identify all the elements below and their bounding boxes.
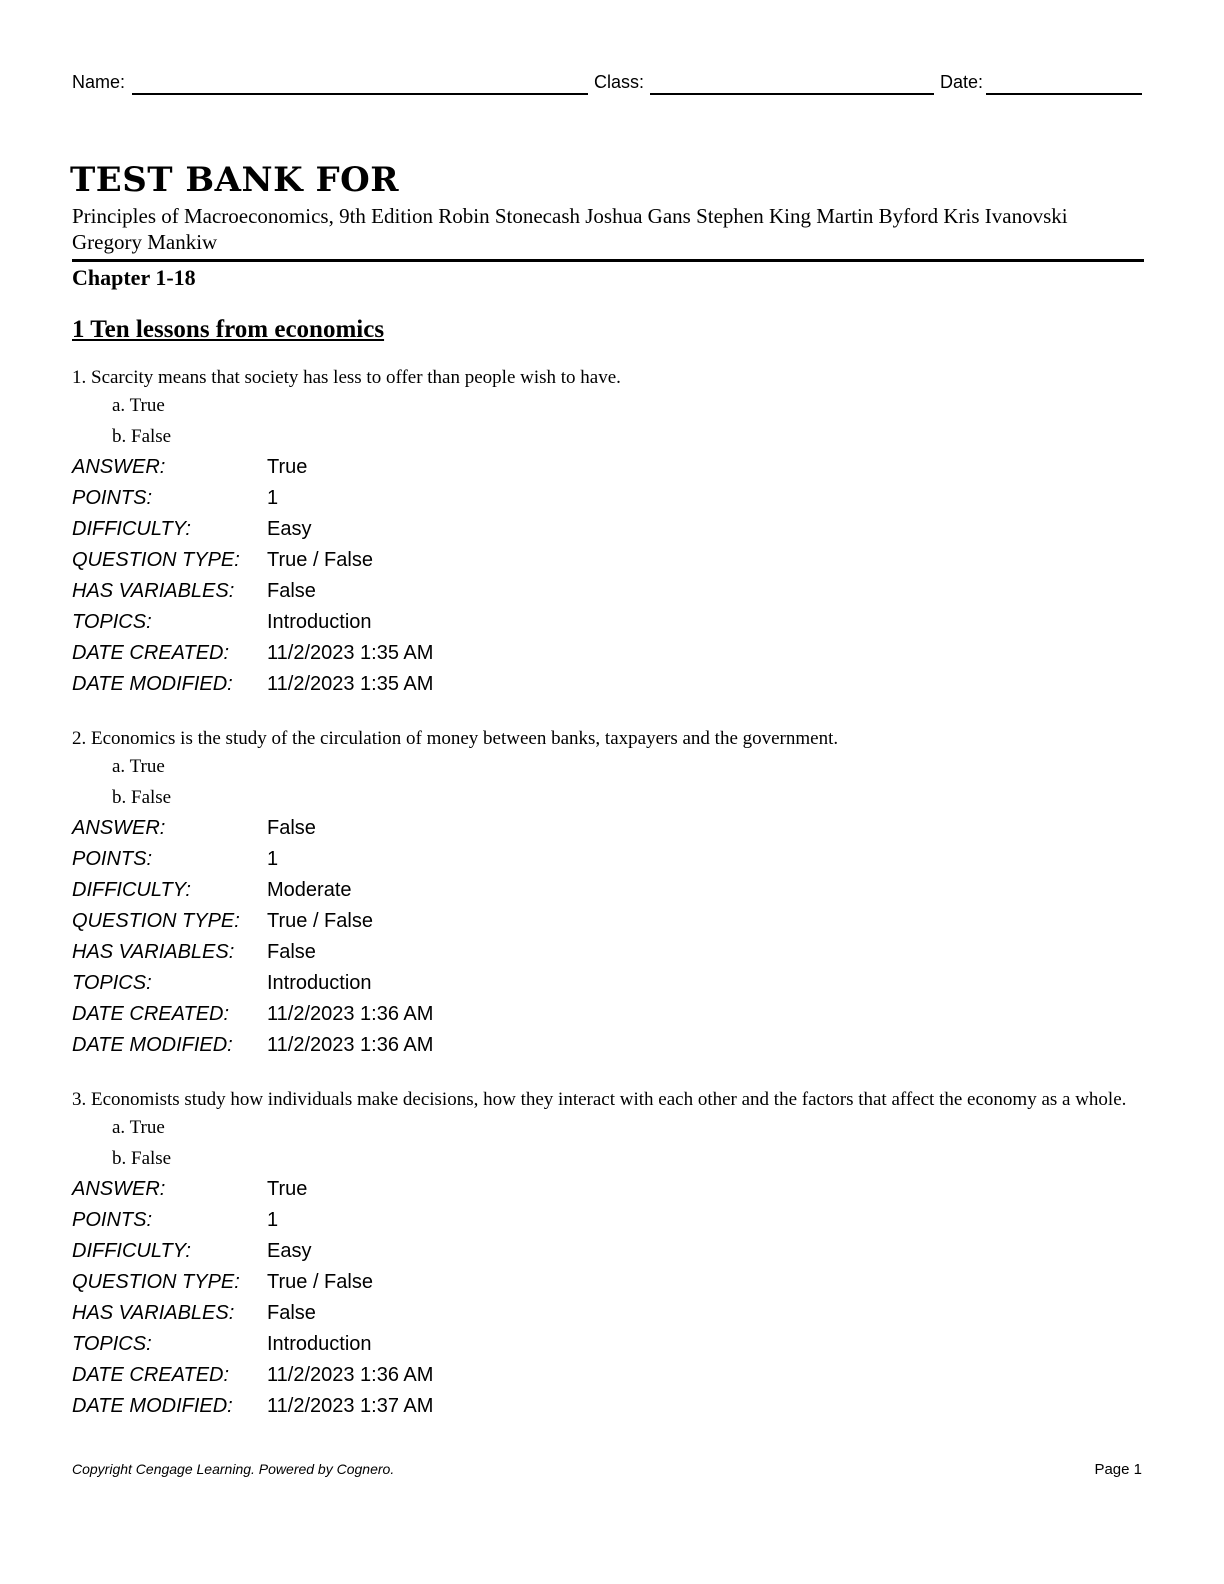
option-a: a. True (112, 756, 165, 777)
date-modified-label: DATE MODIFIED: (72, 1034, 233, 1056)
topics-label: TOPICS: (72, 972, 152, 994)
question-item (72, 365, 1144, 700)
date-created-label: DATE CREATED: (72, 1003, 230, 1025)
has-variables-label: HAS VARIABLES: (72, 1302, 235, 1324)
class-blank-line (650, 93, 934, 95)
has-variables-label: HAS VARIABLES: (72, 580, 235, 602)
question-type-value: True / False (267, 549, 373, 571)
question-type-value: True / False (267, 910, 373, 932)
has-variables-label: HAS VARIABLES: (72, 941, 235, 963)
date-created-value: 11/2/2023 1:36 AM (267, 1364, 434, 1386)
date-modified-label: DATE MODIFIED: (72, 673, 233, 695)
topics-value: Introduction (267, 611, 372, 633)
date-created-label: DATE CREATED: (72, 1364, 230, 1386)
date-modified-value: 11/2/2023 1:35 AM (267, 673, 434, 695)
has-variables-value: False (267, 941, 316, 963)
answer-label: ANSWER: (72, 456, 166, 478)
answer-row (72, 813, 1144, 844)
page-title: TEST BANK FOR (70, 160, 400, 200)
date-created-value: 11/2/2023 1:36 AM (267, 1003, 434, 1025)
question-item (72, 1087, 1144, 1422)
question-text: 3. Economists study how individuals make decisions, how they interact with each other and the factors that affect the economy as a whole. (72, 1089, 1127, 1110)
topics-value: Introduction (267, 1333, 372, 1355)
option-a: a. True (112, 1117, 165, 1138)
points-row (72, 1205, 1144, 1236)
difficulty-row (72, 514, 1144, 545)
date-created-label: DATE CREATED: (72, 642, 230, 664)
points-label: POINTS: (72, 487, 153, 509)
difficulty-value: Moderate (267, 879, 352, 901)
topics-value: Introduction (267, 972, 372, 994)
points-row (72, 483, 1144, 514)
has-variables-row (72, 576, 1144, 607)
date-modified-value: 11/2/2023 1:36 AM (267, 1034, 434, 1056)
answer-label: ANSWER: (72, 1178, 166, 1200)
question-type-value: True / False (267, 1271, 373, 1293)
section-heading: 1 Ten lessons from economics (72, 316, 385, 343)
has-variables-value: False (267, 1302, 316, 1324)
answer-row (72, 1174, 1144, 1205)
difficulty-row (72, 875, 1144, 906)
date-modified-row (72, 1391, 1144, 1422)
book-subtitle: Principles of Macroeconomics, 9th Edition Robin Stonecash Joshua Gans Stephen King Martin Byford Kris Ivanovski Gregory Mankiw (72, 204, 1068, 254)
date-created-value: 11/2/2023 1:35 AM (267, 642, 434, 664)
answer-value: True (267, 456, 308, 478)
has-variables-row (72, 937, 1144, 968)
difficulty-row (72, 1236, 1144, 1267)
question-text: 1. Scarcity means that society has less to offer than people wish to have. (72, 367, 621, 388)
class-label: Class: (594, 72, 645, 92)
topics-row (72, 607, 1144, 638)
question-type-label: QUESTION TYPE: (72, 910, 240, 932)
question-type-row (72, 545, 1144, 576)
topics-row (72, 968, 1144, 999)
points-value: 1 (267, 848, 279, 870)
chapter-heading: Chapter 1-18 (72, 265, 196, 290)
name-label: Name: (72, 72, 126, 92)
difficulty-value: Easy (267, 1240, 312, 1262)
title-divider (72, 259, 1144, 262)
question-text: 2. Economics is the study of the circulation of money between banks, taxpayers and the government. (72, 728, 839, 749)
student-info-header (72, 70, 1144, 98)
name-blank-line (132, 93, 588, 95)
points-value: 1 (267, 487, 279, 509)
date-created-row (72, 999, 1144, 1030)
option-b: b. False (112, 1148, 172, 1169)
topics-row (72, 1329, 1144, 1360)
date-modified-value: 11/2/2023 1:37 AM (267, 1395, 434, 1417)
date-label: Date: (940, 72, 984, 92)
date-modified-row (72, 669, 1144, 700)
topics-label: TOPICS: (72, 1333, 152, 1355)
difficulty-label: DIFFICULTY: (72, 1240, 191, 1262)
difficulty-label: DIFFICULTY: (72, 879, 191, 901)
difficulty-value: Easy (267, 518, 312, 540)
question-metadata (72, 452, 1144, 700)
answer-row (72, 452, 1144, 483)
option-b: b. False (112, 787, 172, 808)
date-modified-row (72, 1030, 1144, 1061)
option-a: a. True (112, 395, 165, 416)
date-blank-line (986, 93, 1142, 95)
question-item (72, 726, 1144, 1061)
question-type-row (72, 906, 1144, 937)
difficulty-label: DIFFICULTY: (72, 518, 191, 540)
date-modified-label: DATE MODIFIED: (72, 1395, 233, 1417)
answer-value: True (267, 1178, 308, 1200)
points-row (72, 844, 1144, 875)
page-number: Page 1 (1094, 1461, 1142, 1478)
answer-label: ANSWER: (72, 817, 166, 839)
has-variables-row (72, 1298, 1144, 1329)
points-label: POINTS: (72, 848, 153, 870)
question-metadata (72, 1174, 1144, 1422)
question-type-label: QUESTION TYPE: (72, 1271, 240, 1293)
points-label: POINTS: (72, 1209, 153, 1231)
date-created-row (72, 638, 1144, 669)
topics-label: TOPICS: (72, 611, 152, 633)
question-type-row (72, 1267, 1144, 1298)
question-type-label: QUESTION TYPE: (72, 549, 240, 571)
points-value: 1 (267, 1209, 279, 1231)
copyright-footer: Copyright Cengage Learning. Powered by Cognero. (72, 1461, 395, 1477)
has-variables-value: False (267, 580, 316, 602)
date-created-row (72, 1360, 1144, 1391)
question-metadata (72, 813, 1144, 1061)
option-b: b. False (112, 426, 172, 447)
answer-value: False (267, 817, 316, 839)
